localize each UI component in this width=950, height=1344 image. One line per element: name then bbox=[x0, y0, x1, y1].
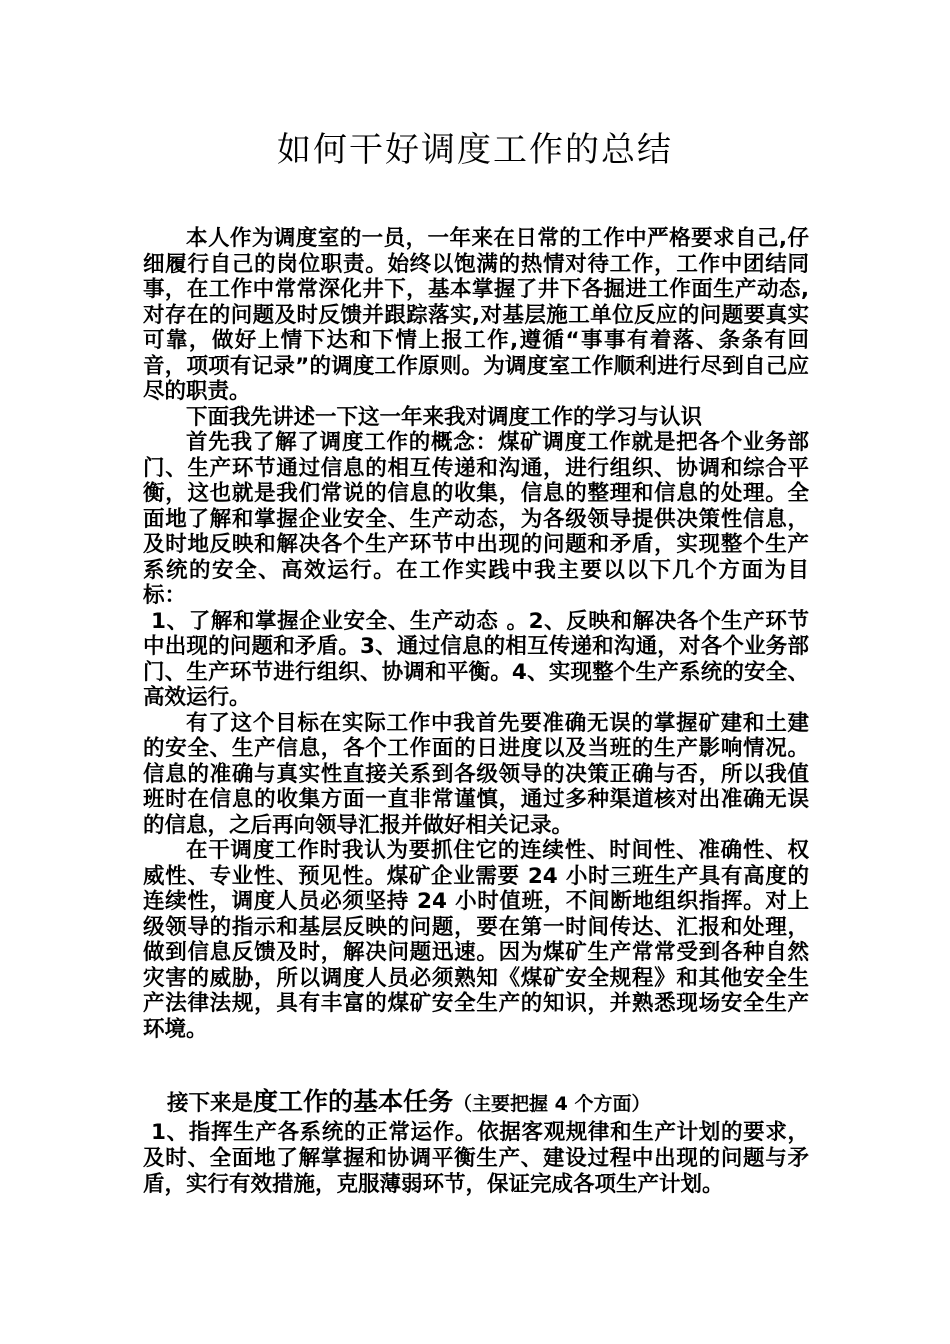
document-title: 如何干好调度工作的总结 bbox=[277, 130, 673, 170]
paragraph-task-1: 1、指挥生产各系统的正常运作。依据客观规律和生产计划的要求，及时、全面地了解掌握和协调平衡生产、建设过程中出现的问题与矛盾，实行有效措施，克服薄弱环节，保证完成各项生产计划。 bbox=[143, 1120, 809, 1197]
paragraph-intro: 本人作为调度室的一员，一年来在日常的工作中严格要求自己,仔细履行自己的岗位职责。始终以饱满的热情对待工作，工作中团结同事，在工作中常常深化井下，基本掌握了井下各掘进工作面生产动态,对存在的问题及时反馈并跟踪落实,对基层施工单位反应的问题要真实可靠，做好上情下达和下情上报工作,遵循“事事有着落、条条有回音，项项有记录”的调度工作原则。为调度室工作顺利进行尽到自己应尽的职责。 bbox=[143, 226, 809, 404]
section-heading-main: 度工作的基本任务 bbox=[253, 1087, 454, 1116]
document-body bbox=[143, 226, 809, 1042]
section-heading bbox=[167, 1082, 807, 1118]
paragraph-characteristics: 在干调度工作时我认为要抓住它的连续性、时间性、准确性、权威性、专业性、预见性。煤矿企业需要 24 小时三班生产具有高度的连续性，调度人员必须坚持 24 小时值班，不间断地组织指挥。对上级领导的指示和基层反映的问题，要在第一时间传达、汇报和处理，做到信息反馈及时，解决问题迅速。因为煤矿生产常常受到各种自然灾害的威胁，所以调度人员必须熟知《煤矿安全规程》和其他安全生产法律法规，具有丰富的煤矿安全生产的知识，并熟悉现场安全生产环境。 bbox=[143, 838, 809, 1042]
paragraph-information: 有了这个目标在实际工作中我首先要准确无误的掌握矿建和土建的安全、生产信息，各个工作面的日进度以及当班的生产影响情况。信息的准确与真实性直接关系到各级领导的决策正确与否，所以我值班时在信息的收集方面一直非常谨慎，通过多种渠道核对出准确无误的信息，之后再向领导汇报并做好相关记录。 bbox=[143, 710, 809, 838]
paragraph-concept: 首先我了解了调度工作的概念：煤矿调度工作就是把各个业务部门、生产环节通过信息的相互传递和沟通，进行组织、协调和综合平衡，这也就是我们常说的信息的收集，信息的整理和信息的处理。全面地了解和掌握企业安全、生产动态，为各级领导提供决策性信息，及时地反映和解决各个生产环节中出现的问题和矛盾，实现整个生产系统的安全、高效运行。在工作实践中我主要以以下几个方面为目标： bbox=[143, 430, 809, 608]
paragraph-goals: 1、了解和掌握企业安全、生产动态 。2、反映和解决各个生产环节中出现的问题和矛盾。3、通过信息的相互传递和沟通，对各个业务部门、生产环节进行组织、协调和平衡。4、实现整个生产系统的安全、高效运行。 bbox=[143, 608, 809, 710]
paragraph-transition: 下面我先讲述一下这一年来我对调度工作的学习与认识 bbox=[186, 404, 703, 430]
section-heading-prefix: 接下来是 bbox=[167, 1091, 254, 1116]
section-heading-note: （主要把握 4 个方面） bbox=[453, 1093, 651, 1115]
